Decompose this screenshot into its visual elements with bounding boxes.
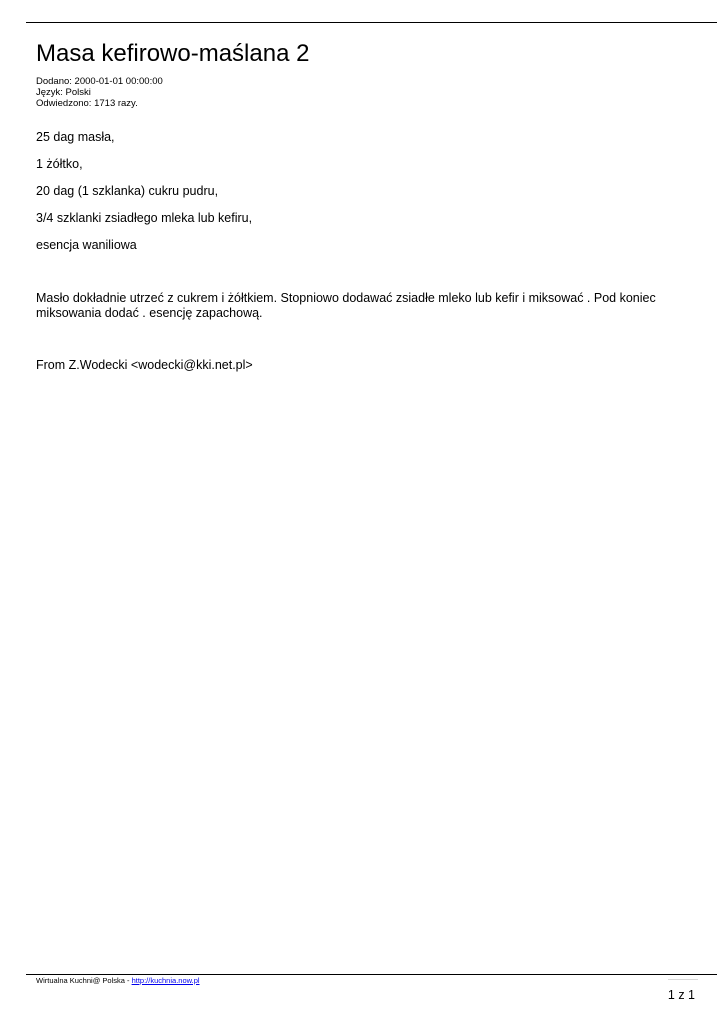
ingredients-list — [36, 130, 252, 265]
ingredient-item: 3/4 szklanki zsiadłego mleka lub kefiru, — [36, 211, 253, 225]
instructions-paragraph: Masło dokładnie utrzeć z cukrem i żółtkiem. Stopniowo dodawać zsiadłe mleko lub kefir i miksować . Pod koniec miksowania dodać . esencję zapachową. — [36, 291, 656, 320]
date-added: Dodano: 2000-01-01 00:00:00 — [36, 76, 163, 87]
recipe-source: From Z.Wodecki <wodecki@kki.net.pl> — [36, 358, 253, 372]
visit-count: Odwiedzono: 1713 razy. — [36, 98, 138, 109]
page-title: Masa kefirowo-maślana 2 — [36, 40, 310, 67]
ingredient-item: 1 żółtko, — [36, 157, 83, 171]
language: Język: Polski — [36, 87, 91, 98]
ingredient-item: esencja waniliowa — [36, 238, 137, 252]
recipe-metadata — [36, 76, 163, 109]
ingredient-item: 25 dag masła, — [36, 130, 115, 144]
footer-site-name: Wirtualna Kuchni@ Polska - — [36, 976, 132, 985]
footer — [36, 976, 200, 985]
footer-link[interactable]: http://kuchnia.now.pl — [131, 976, 200, 985]
top-divider — [26, 22, 717, 23]
page-number: 1 z 1 — [667, 988, 695, 1002]
footer-divider — [26, 974, 717, 975]
footer-mark — [668, 979, 698, 980]
ingredient-item: 20 dag (1 szklanka) cukru pudru, — [36, 184, 219, 198]
